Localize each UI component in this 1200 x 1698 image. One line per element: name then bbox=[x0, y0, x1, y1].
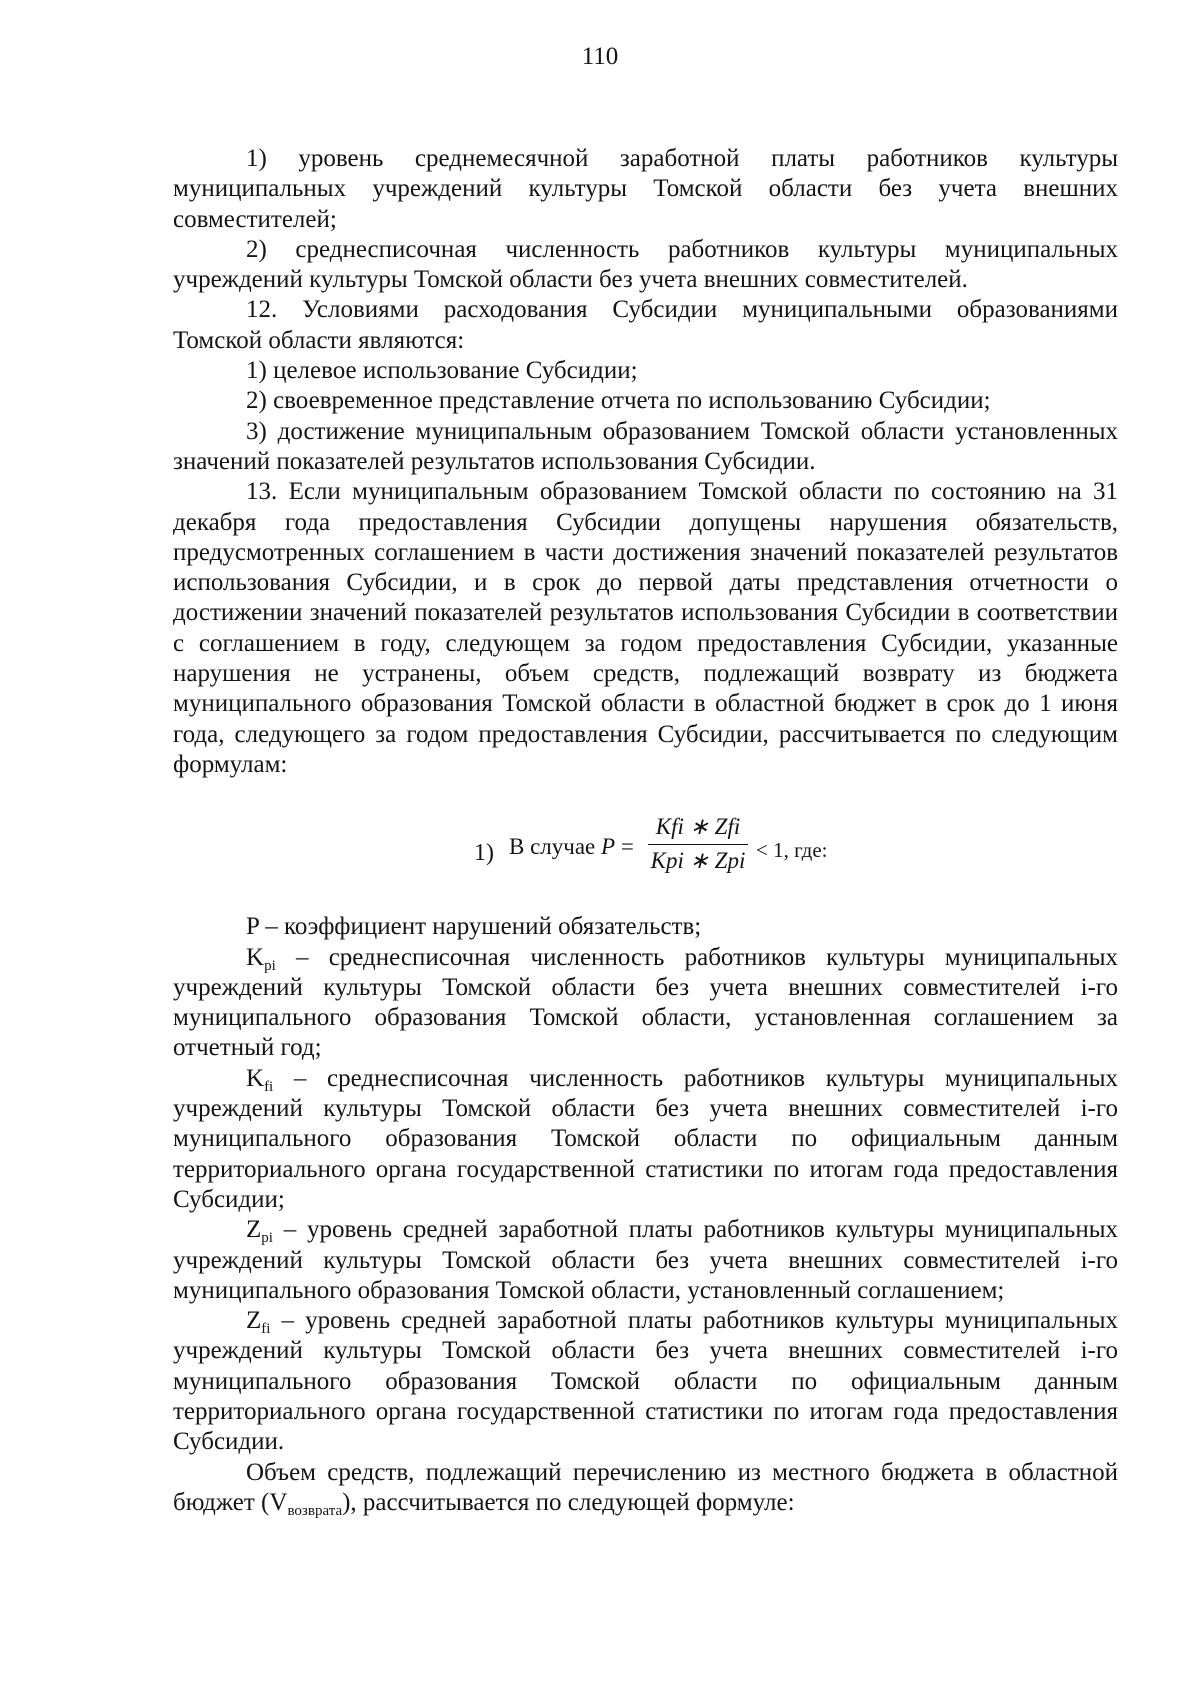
definition-zpi bbox=[173, 1215, 1118, 1306]
paragraph-section-13: 13. Если муниципальным образованием Томской области по состоянию на 31 декабря года предоставления Субсидии допущены нарушения обязательств, предусмотренных соглашением в части достижения значений показателей результатов использования Субсидии, и в срок до первой даты представления отчетности о достижении значений показателей результатов использования Субсидии в соответствии с соглашением в году, следующем за годом предоставления Субсидии, указанные нарушения не устранены, объем средств, подлежащий возврату из бюджета муниципального образования Томской области в областной бюджет в срок до 1 июня года, следующего за годом предоставления Субсидии, рассчитывается по следующим формулам: bbox=[173, 478, 1118, 778]
kpi-symbol: K bbox=[246, 943, 265, 971]
paragraph-headcount: 2) среднесписочная численность работников культуры муниципальных учреждений культуры Томской области без учета внешних совместителей. bbox=[173, 235, 1118, 294]
paragraph-return-volume bbox=[173, 1458, 1118, 1519]
zfi-text: – уровень средней заработной платы работников культуры муниципальных учреждений культуры Томской области без учета внешних совместителей i-го муниципального образования Томской области по официальным данным территориального органа государственной статистики по итогам года предоставления Субсидии. bbox=[173, 1307, 1118, 1456]
document-body bbox=[173, 144, 1118, 1518]
return-volume-text-after: ), рассчитывается по следующей формуле: bbox=[342, 1488, 795, 1516]
formula-fraction bbox=[648, 813, 748, 875]
formula-lead bbox=[509, 832, 634, 862]
formula-number: 1) bbox=[474, 840, 494, 867]
paragraph-timely-report: 2) своевременное представление отчета по использованию Субсидии; bbox=[246, 387, 991, 415]
formula-variable: P bbox=[601, 834, 616, 860]
zpi-symbol: Z bbox=[246, 1216, 262, 1244]
kfi-text: – среднесписочная численность работников культуры муниципальных учреждений культуры Томской области без учета внешних совместителей i-го муниципального образования Томской области по официальным данным территориального органа государственной статистики по итогам года предоставления Субсидии; bbox=[173, 1064, 1118, 1213]
paragraph-salary-level: 1) уровень среднемесячной заработной платы работников культуры муниципальных учреждений культуры Томской области без учета внешних совместителей; bbox=[173, 145, 1118, 233]
page-number: 110 bbox=[581, 43, 619, 70]
return-volume-subscript: возврата bbox=[287, 1502, 343, 1519]
paragraph-targeted-use: 1) целевое использование Субсидии; bbox=[246, 357, 638, 385]
fraction-bar bbox=[648, 844, 748, 845]
definition-kfi bbox=[173, 1064, 1118, 1215]
kpi-text: – среднесписочная численность работников культуры муниципальных учреждений культуры Томской области без учета внешних совместителей i-го муниципального образования Томской области, установленная соглашением за отчетный год; bbox=[173, 943, 1118, 1062]
zpi-subscript: pi bbox=[261, 1230, 273, 1247]
definition-p: P – коэффициент нарушений обязательств; bbox=[246, 913, 702, 941]
kpi-subscript: pi bbox=[264, 957, 276, 974]
formula-violation-coefficient bbox=[173, 794, 1118, 912]
return-volume-text-before: Объем средств, подлежащий перечислению из местного бюджета в областной бюджет (V bbox=[173, 1458, 1118, 1516]
kfi-symbol: K bbox=[246, 1064, 265, 1092]
paragraph-achievement: 3) достижение муниципальным образованием Томской области установленных значений показателей результатов использования Субсидии. bbox=[173, 417, 1118, 475]
formula-condition: < 1, где: bbox=[756, 838, 828, 863]
formula-equals: = bbox=[615, 834, 634, 860]
formula-lead-text: В случае bbox=[509, 834, 602, 860]
definition-kpi bbox=[173, 943, 1118, 1064]
paragraph-section-12: 12. Условиями расходования Субсидии муниципальными образованиями Томской области являются: bbox=[173, 296, 1118, 354]
zpi-text: – уровень средней заработной платы работников культуры муниципальных учреждений культуры Томской области без учета внешних совместителей i-го муниципального образования Томской области, установленный соглашением; bbox=[173, 1216, 1118, 1304]
zfi-symbol: Z bbox=[246, 1307, 262, 1335]
formula-denominator: Kpi ∗ Zpi bbox=[650, 848, 746, 874]
definition-zfi bbox=[173, 1306, 1118, 1457]
formula-numerator: Kfi ∗ Zfi bbox=[655, 814, 741, 840]
kfi-subscript: fi bbox=[264, 1078, 274, 1095]
zfi-subscript: fi bbox=[261, 1321, 271, 1338]
